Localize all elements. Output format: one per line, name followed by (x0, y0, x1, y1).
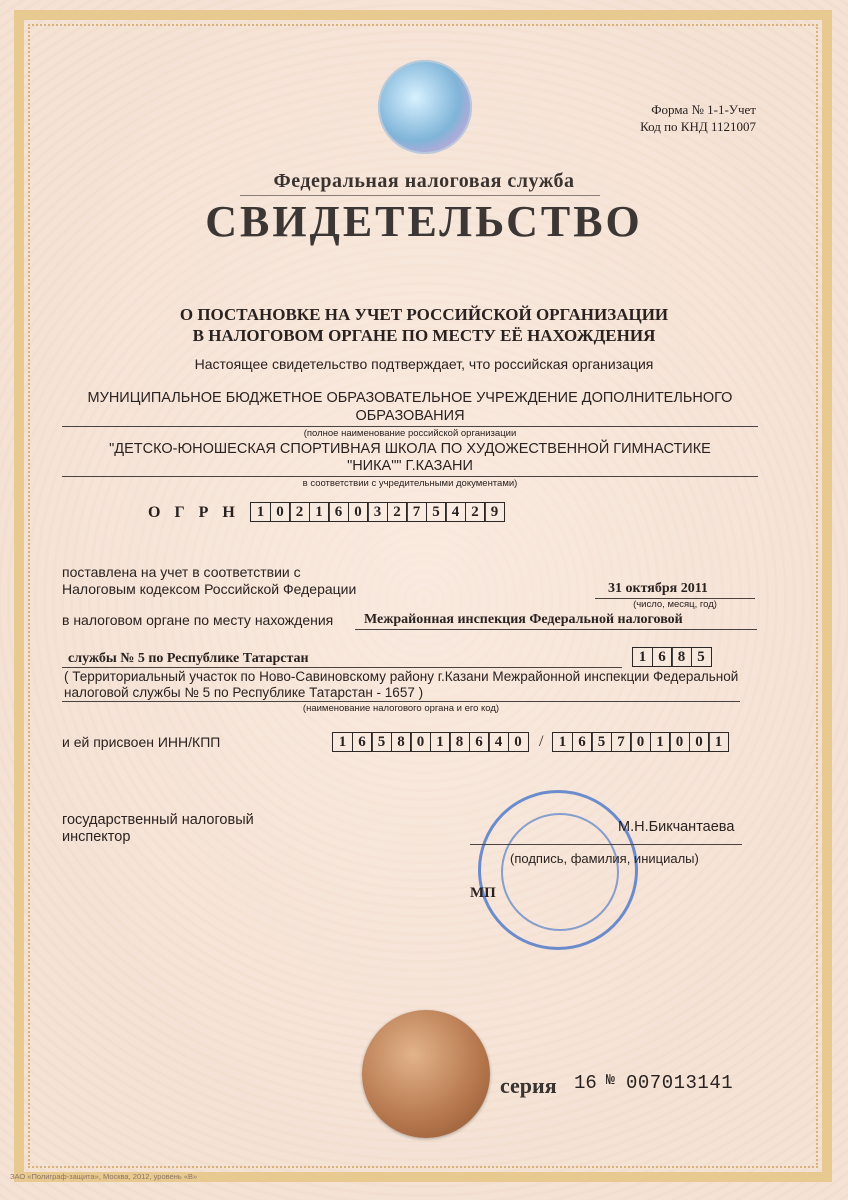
official-stamp-icon (478, 790, 638, 950)
ogrn-label: ОГРН (148, 504, 249, 521)
mp-mark: МП (470, 885, 496, 901)
inn-kpp-separator: / (539, 733, 544, 750)
form-number: Форма № 1-1-Учет (651, 102, 756, 117)
digit-cell: 6 (572, 732, 593, 752)
digit-cell: 1 (632, 647, 653, 667)
territorial-text (64, 669, 738, 701)
digit-cell: 1 (552, 732, 573, 752)
digit-cell: 1 (332, 732, 353, 752)
digit-cell: 4 (445, 502, 466, 522)
inn-kpp-label: и ей присвоен ИНН/КПП (62, 734, 221, 750)
subtitle-line-2: В НАЛОГОВОМ ОРГАНЕ ПО МЕСТУ ЕЁ НАХОЖДЕНИЯ (192, 326, 656, 345)
agency-name: Федеральная налоговая служба (273, 170, 575, 192)
registration-line-1: поставлена на учет в соответствии с (62, 564, 301, 580)
ogrn-digits (250, 502, 504, 522)
series-label: серия (500, 1073, 557, 1098)
authority-name-part-2: службы № 5 по Республике Татарстан (68, 651, 309, 666)
inspector-role-line-1: государственный налоговый (62, 812, 254, 828)
territorial-line-1: ( Территориальный участок по Ново-Савиновскому району г.Казани Межрайонной инспекции Федеральной (64, 669, 739, 684)
digit-cell: 6 (328, 502, 349, 522)
digit-cell: 1 (650, 732, 671, 752)
org-rule-1 (62, 426, 758, 427)
inspector-role (62, 812, 254, 846)
digit-cell: 1 (309, 502, 330, 522)
digit-cell: 0 (348, 502, 369, 522)
digit-cell: 1 (250, 502, 271, 522)
hologram-emblem-icon (378, 60, 472, 154)
org-name-line-3: "ДЕТСКО-ЮНОШЕСКАЯ СПОРТИВНАЯ ШКОЛА ПО ХУДОЖЕСТВЕННОЙ ГИМНАСТИКЕ (109, 441, 711, 457)
printer-info: ЗАО «Полиграф-защита», Москва, 2012, уровень «В» (10, 1172, 198, 1181)
digit-cell: 2 (465, 502, 486, 522)
certificate-number: 007013141 (626, 1072, 734, 1094)
signature-rule (470, 844, 742, 845)
knd-code: Код по КНД 1121007 (640, 119, 756, 134)
org-name-line-2: ОБРАЗОВАНИЯ (355, 408, 465, 424)
registration-date: 31 октября 2011 (608, 581, 708, 596)
digit-cell: 5 (691, 647, 712, 667)
digit-cell: 1 (430, 732, 451, 752)
inspector-name: М.Н.Бикчантаева (618, 819, 735, 835)
digit-cell: 6 (469, 732, 490, 752)
digit-cell: 0 (270, 502, 291, 522)
digit-cell: 8 (449, 732, 470, 752)
inspector-role-line-2: инспектор (62, 829, 131, 845)
authority-rule-2 (62, 667, 622, 668)
digit-cell: 0 (410, 732, 431, 752)
date-caption: (число, месяц, год) (633, 599, 717, 610)
digit-cell: 8 (671, 647, 692, 667)
digit-cell: 5 (426, 502, 447, 522)
digit-cell: 5 (591, 732, 612, 752)
authority-label: в налоговом органе по месту нахождения (62, 612, 334, 628)
org-name-line-4: "НИКА"" Г.КАЗАНИ (347, 458, 473, 474)
number-sign: № (606, 1072, 616, 1089)
confirmation-text: Настоящее свидетельство подтверждает, что российская организация (194, 356, 654, 372)
digit-cell: 7 (406, 502, 427, 522)
signature-caption: (подпись, фамилия, инициалы) (510, 851, 699, 866)
series-number: 16 (574, 1072, 597, 1094)
digit-cell: 2 (289, 502, 310, 522)
digit-cell: 0 (630, 732, 651, 752)
digit-cell: 5 (371, 732, 392, 752)
org-name-caption: (полное наименование российской организации (303, 428, 517, 439)
inn-digits (332, 732, 527, 752)
digit-cell: 1 (708, 732, 729, 752)
authority-caption: (наименование налогового органа и его код) (302, 703, 500, 714)
digit-cell: 7 (611, 732, 632, 752)
authority-code-digits (632, 647, 710, 667)
digit-cell: 0 (689, 732, 710, 752)
registration-line-2: Налоговым кодексом Российской Федерации (62, 581, 357, 597)
digit-cell: 2 (387, 502, 408, 522)
form-info (640, 101, 756, 135)
digit-cell: 4 (488, 732, 509, 752)
digit-cell: 6 (352, 732, 373, 752)
digit-cell: 8 (391, 732, 412, 752)
registration-text (62, 564, 356, 598)
digit-cell: 9 (484, 502, 505, 522)
subtitle (0, 304, 848, 346)
page-title: СВИДЕТЕЛЬСТВО (205, 197, 643, 246)
org-docs-caption: в соответствии с учредительными документами) (302, 478, 518, 489)
org-rule-2 (62, 476, 758, 477)
subtitle-line-1: О ПОСТАНОВКЕ НА УЧЕТ РОССИЙСКОЙ ОРГАНИЗАЦИИ (179, 305, 669, 324)
gold-emblem-seal-icon (362, 1010, 490, 1138)
kpp-digits (552, 732, 728, 752)
territorial-rule (62, 701, 740, 702)
territorial-line-2: налоговой службы № 5 по Республике Татарстан - 1657 ) (64, 685, 424, 700)
authority-rule-1 (355, 629, 757, 630)
authority-name-part-1: Межрайонная инспекция Федеральной налоговой (364, 612, 683, 627)
digit-cell: 0 (508, 732, 529, 752)
digit-cell: 0 (669, 732, 690, 752)
digit-cell: 3 (367, 502, 388, 522)
digit-cell: 6 (652, 647, 673, 667)
org-name-line-1: МУНИЦИПАЛЬНОЕ БЮДЖЕТНОЕ ОБРАЗОВАТЕЛЬНОЕ УЧРЕЖДЕНИЕ ДОПОЛНИТЕЛЬНОГО (87, 390, 733, 406)
